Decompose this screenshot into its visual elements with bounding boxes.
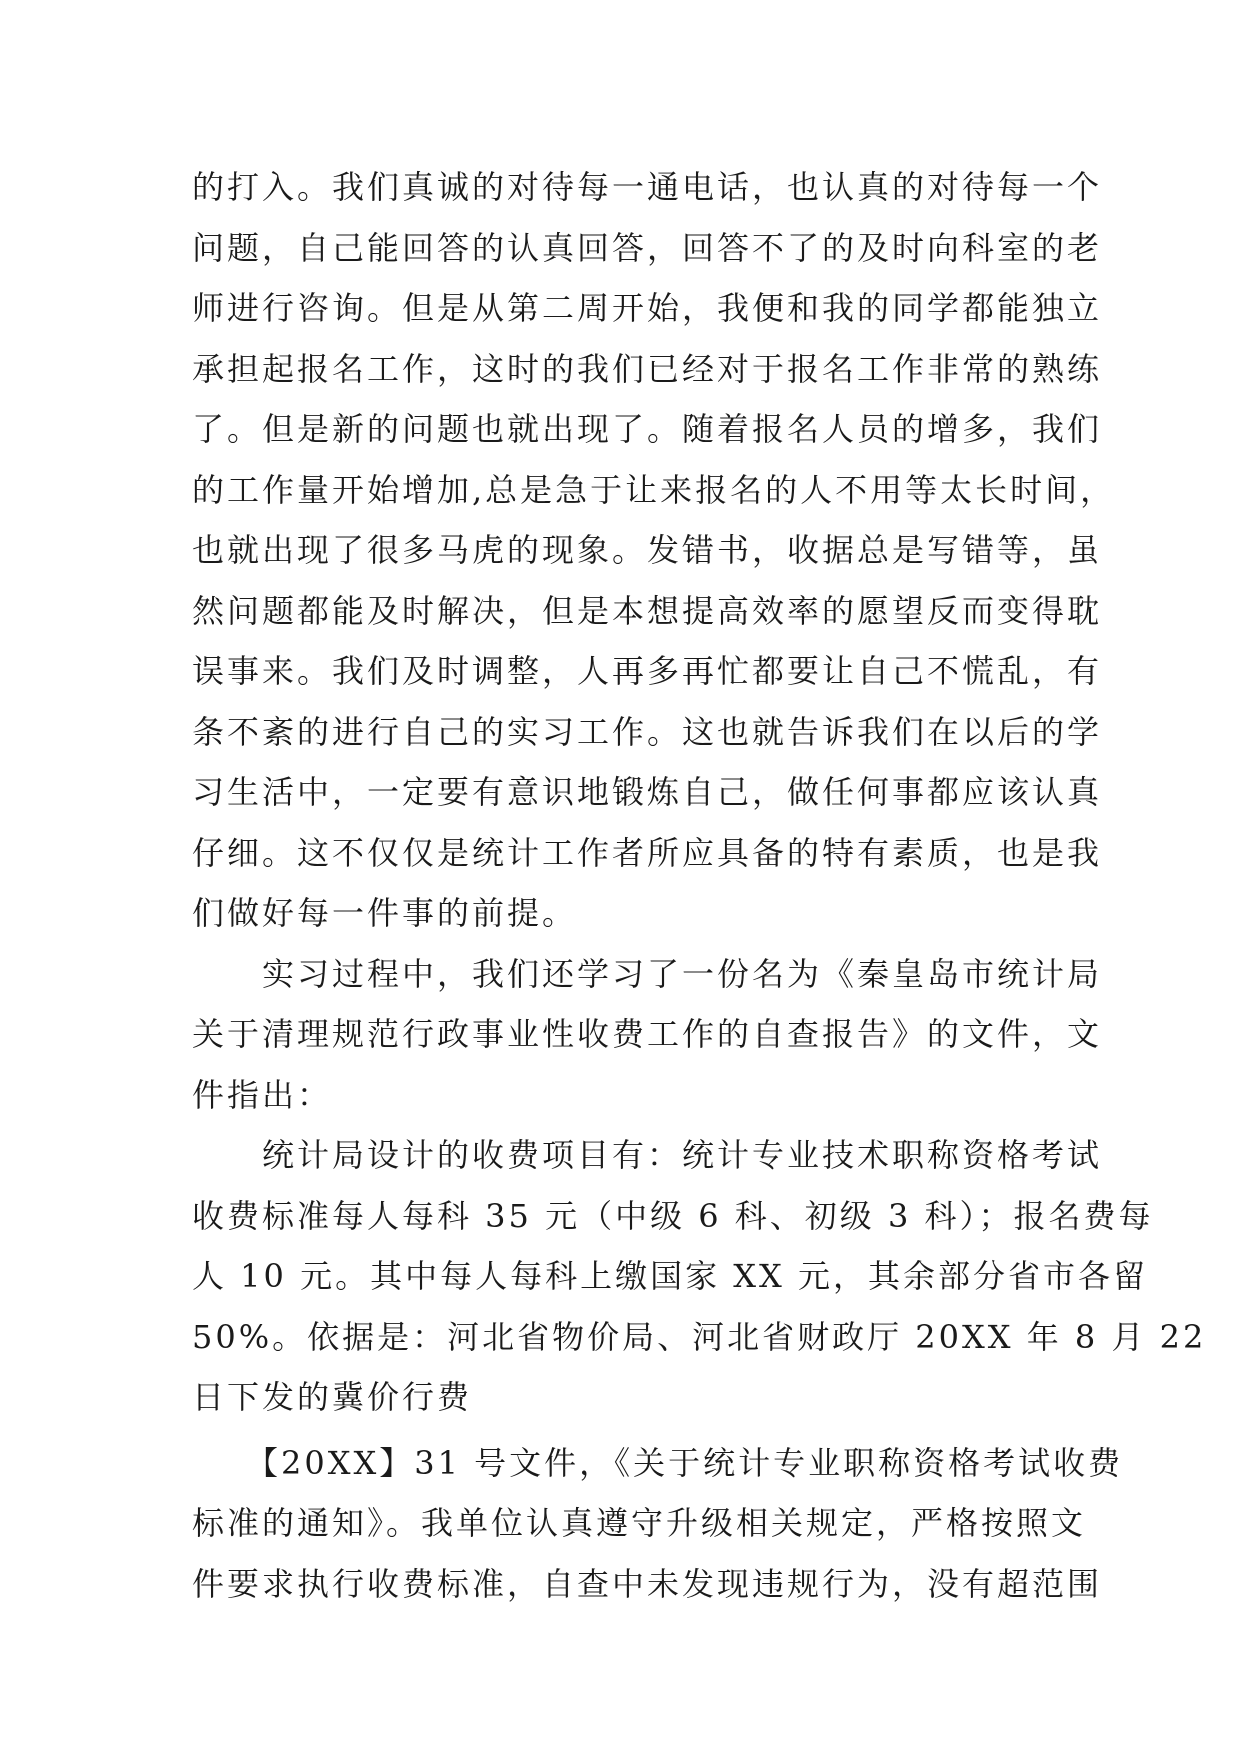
text-line: 条不紊的进行自己的实习工作。这也就告诉我们在以后的学 bbox=[192, 712, 1103, 751]
text-line: 也就出现了很多马虎的现象。发错书，收据总是写错等，虽 bbox=[192, 531, 1103, 569]
text-line: 日下发的冀价行费 bbox=[192, 1378, 473, 1416]
text-line: 标准的通知》。我单位认真遵守升级相关规定，严格按照文 bbox=[192, 1504, 1087, 1542]
text-line: 收费标准每人每科 35 元（中级 6 科、初级 3 科）；报名费每 bbox=[192, 1196, 1154, 1235]
text-line: 问题，自己能回答的认真回答，回答不了的及时向科室的老 bbox=[192, 228, 1103, 267]
text-line: 实习过程中，我们还学习了一份名为《秦皇岛市统计局 bbox=[192, 954, 1103, 993]
text-line: 统计局设计的收费项目有：统计专业技术职称资格考试 bbox=[192, 1136, 1103, 1174]
text-line: 的工作量开始增加,总是急于让来报名的人不用等太长时间， bbox=[192, 470, 1116, 509]
text-line: 了。但是新的问题也就出现了。随着报名人员的增多，我们 bbox=[192, 410, 1103, 448]
text-line: 50%。依据是：河北省物价局、河北省财政厅 20XX 年 8 月 22 bbox=[192, 1317, 1207, 1356]
text-line: 们做好每一件事的前提。 bbox=[192, 894, 578, 932]
text-line: 仔细。这不仅仅是统计工作者所应具备的特有素质，也是我 bbox=[192, 833, 1103, 872]
text-line: 【20XX】31 号文件，《关于统计专业职称资格考试收费 bbox=[192, 1443, 1124, 1482]
text-line: 承担起报名工作，这时的我们已经对于报名工作非常的熟练 bbox=[192, 349, 1103, 388]
text-line: 习生活中，一定要有意识地锻炼自己，做任何事都应该认真 bbox=[192, 773, 1103, 811]
text-line: 误事来。我们及时调整，人再多再忙都要让自己不慌乱，有 bbox=[192, 652, 1103, 690]
text-line: 师进行咨询。但是从第二周开始，我便和我的同学都能独立 bbox=[192, 289, 1103, 327]
text-line: 人 10 元。其中每人每科上缴国家 XX 元，其余部分省市各留 bbox=[192, 1257, 1148, 1295]
text-line: 然问题都能及时解决，但是本想提高效率的愿望反而变得耽 bbox=[192, 591, 1103, 630]
text-line: 关于清理规范行政事业性收费工作的自查报告》的文件，文 bbox=[192, 1015, 1103, 1053]
text-line: 件要求执行收费标准，自查中未发现违规行为，没有超范围 bbox=[192, 1564, 1103, 1603]
text-line: 件指出： bbox=[192, 1075, 333, 1114]
body-text bbox=[192, 157, 1207, 1614]
text-line: 的打入。我们真诚的对待每一通电话，也认真的对待每一个 bbox=[192, 168, 1103, 206]
